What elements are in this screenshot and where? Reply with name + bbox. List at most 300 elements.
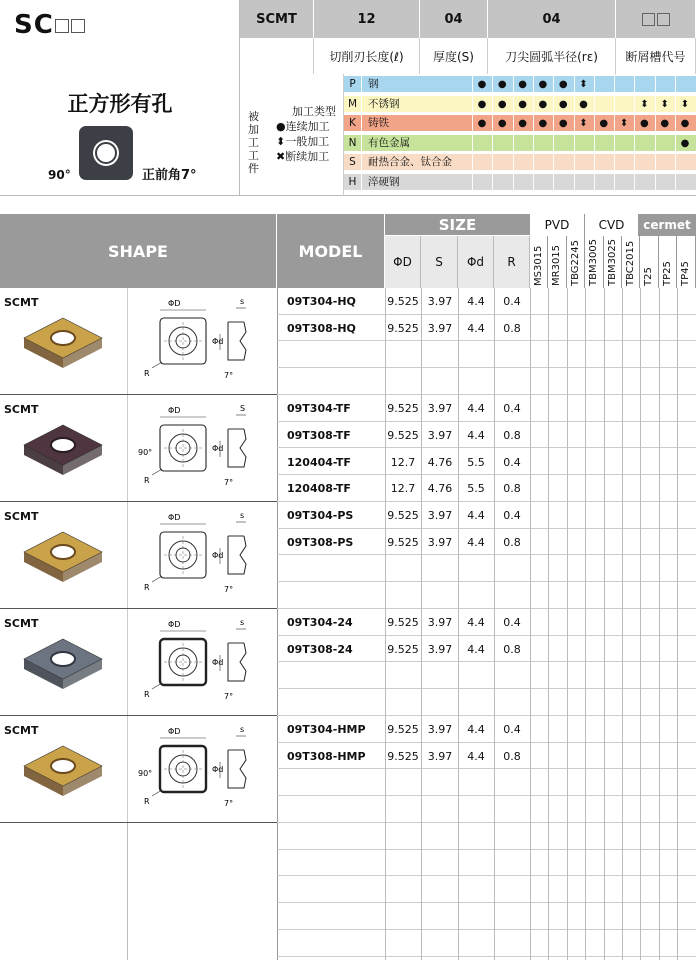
size-D-value: 9.525 [387,749,419,763]
process-title: 加工类型 [292,105,336,118]
mark-cell [513,174,532,191]
product-block [0,716,696,823]
mark-cell [655,135,674,152]
mark-cell [655,174,674,191]
grid-line [458,609,459,716]
insert-rake-label: 正前角7° [142,168,197,183]
grid-line [567,395,568,502]
insert-photo [22,316,104,372]
material-letter: P [344,76,362,93]
dimension-drawing [128,502,278,608]
grid-line [385,716,386,823]
insert-photo [22,530,104,586]
mark-cell [614,154,633,171]
material-letter: M [344,96,362,113]
workpiece-label: 被加工工件 [248,110,259,175]
size-D-value: 9.525 [387,402,419,415]
s-label: S [240,404,246,413]
block-series-name: SCMT [4,296,39,309]
grid-line [622,288,623,395]
material-row-k [344,115,696,132]
mark-cell [574,135,593,152]
table-row [277,449,696,476]
radius-label: R [144,583,150,592]
size-D-value: 9.525 [387,723,419,736]
grid-line [530,288,531,395]
grid-line [548,609,549,716]
size-R-value: 0.8 [503,482,521,496]
grid-line [494,502,495,609]
grid-line [604,288,605,395]
label-cell-empty [240,38,314,74]
grid-line [640,395,641,502]
grid-line [677,609,678,716]
angle-7-label: 7° [224,692,234,701]
angle-7-label: 7° [224,371,234,380]
mark-cell [594,154,613,171]
grid-line [585,395,586,502]
dim-d-label: Φd [212,658,224,667]
grid-line [530,609,531,716]
grid-line [385,502,386,609]
mark-cell [574,154,593,171]
mark-cell [594,135,613,152]
grid-line [385,609,386,716]
radius-label: R [144,476,150,485]
table-row [277,368,696,395]
grid-line [585,288,586,395]
mark-cell: ● [594,115,613,132]
series-description: 正方形有孔 [67,92,173,116]
mark-cell [655,76,674,93]
mark-cell: ● [553,76,572,93]
material-marks [472,115,696,132]
size-S-value: 3.97 [427,428,453,442]
s-label: s [240,511,245,520]
table-row [277,689,696,716]
size-D-value: 9.525 [387,642,419,656]
grade-header-tp25: TP25 [659,236,677,288]
material-marks [472,76,696,93]
grid-line [385,395,386,502]
size-d-value: 4.4 [467,723,485,736]
grid-line [585,502,586,609]
grid-line [604,395,605,502]
angle-90-label: 90° [138,448,153,457]
grade-header-tbg2245: TBG2245 [567,236,585,288]
mark-cell: ● [533,96,552,113]
mark-cell [472,174,491,191]
grade-header-mr3015: MR3015 [548,236,566,288]
dim-D-label: ΦD [168,406,181,415]
grade-header-tbm3025: TBM3025 [604,236,622,288]
angle-7-label: 7° [224,585,234,594]
dimension-drawing [128,395,278,501]
mark-cell: ● [533,76,552,93]
block-series-name: SCMT [4,617,39,630]
square-insert-icon [79,126,133,180]
drawing-cell [127,502,277,608]
size-d-value: 5.5 [467,482,485,496]
size-D-value: 9.525 [387,321,419,335]
mark-cell: ● [472,115,491,132]
block-series-name: SCMT [4,510,39,523]
size-col-S: S [421,236,458,288]
insert-angle-label: 90° [48,168,71,182]
grid-line [604,502,605,609]
group-pvd: PVD [530,214,585,236]
mark-cell: ● [675,135,694,152]
size-R-value: 0.4 [503,402,521,415]
grid-line [567,502,568,609]
drawing-cell [127,288,277,394]
process-legend [276,104,336,164]
grid-line [659,609,660,716]
size-d-value: 4.4 [467,295,485,308]
grid-line [567,288,568,395]
mark-cell: ● [492,76,511,93]
table-row [277,395,696,422]
mark-cell [553,154,572,171]
code-cell-squares [616,0,696,38]
size-R-value: 0.4 [503,295,521,308]
table-row [277,422,696,449]
material-row-p [344,76,696,93]
table-row [277,609,696,636]
grid-line [458,288,459,395]
mark-cell [533,135,552,152]
material-name: 淬硬钢 [368,175,400,188]
size-S-value: 3.97 [427,321,453,335]
grid-line [622,716,623,823]
material-name: 有色金属 [368,136,410,149]
insert-photo [22,423,104,479]
insert-photo [22,637,104,693]
mark-cell: ⬍ [574,115,593,132]
group-cvd: CVD [585,214,639,236]
grid-line [458,502,459,609]
mark-cell [655,154,674,171]
size-S-value: 3.97 [427,509,453,522]
material-letter: K [344,115,362,132]
dimension-drawing [128,288,278,394]
size-D-value: 9.525 [387,428,419,442]
product-block [0,502,696,609]
size-D-value: 9.525 [387,535,419,549]
size-R-value: 0.8 [503,642,521,656]
material-row-n [344,135,696,152]
dimension-drawing [128,716,278,822]
empty-rows [0,823,696,960]
table-row [277,850,696,877]
product-block [0,395,696,502]
s-label: s [240,297,245,306]
legend-general: ⬍一般加工 [276,135,330,148]
model-code: 120408-TF [287,482,351,496]
grid-line [494,395,495,502]
label-nose-radius: 刀尖圆弧半径(rε) [488,38,616,74]
size-R-value: 0.8 [503,749,521,763]
series-header [0,0,696,196]
grid-line [677,395,678,502]
mark-cell [513,154,532,171]
mark-cell [533,174,552,191]
grid-line [530,395,531,502]
grid-line [622,502,623,609]
mark-cell: ● [574,96,593,113]
size-D-value: 12.7 [390,455,416,469]
series-prefix: SC [14,10,54,40]
product-table [0,214,696,960]
mark-cell: ⬍ [655,96,674,113]
material-name: 不锈钢 [368,97,400,110]
grade-header-tp45: TP45 [677,236,695,288]
s-label: s [240,618,245,627]
mark-cell: ● [472,96,491,113]
series-code [14,10,86,40]
table-row [277,475,696,502]
interrupted-icon: ✖ [276,150,286,163]
size-col-D: ΦD [385,236,421,288]
mark-cell: ● [533,115,552,132]
size-S-value: 3.97 [427,723,453,736]
product-block [0,288,696,395]
size-D-value: 9.525 [387,295,419,308]
size-S-value: 3.97 [427,749,453,763]
grid-line [659,288,660,395]
mark-cell: ⬍ [634,96,653,113]
mark-cell: ● [553,115,572,132]
mark-cell [472,154,491,171]
grade-header-t25: T25 [640,236,658,288]
grid-line [385,288,386,395]
grid-line [604,716,605,823]
mark-cell: ● [513,76,532,93]
model-header: MODEL [277,214,385,288]
grid-line [458,395,459,502]
drawing-cell [127,716,277,822]
dim-D-label: ΦD [168,727,181,736]
drawing-cell [127,609,277,715]
mark-cell: ⬍ [675,96,694,113]
size-R-value: 0.4 [503,509,521,522]
model-code: 09T304-24 [287,616,353,629]
dimension-drawing [128,609,278,715]
radius-label: R [144,797,150,806]
mark-cell [594,76,613,93]
table-row [277,770,696,797]
grid-line [421,288,422,395]
size-d-value: 4.4 [467,535,485,549]
grid-line [548,395,549,502]
mark-cell [675,174,694,191]
mark-cell: ● [472,76,491,93]
size-S-value: 3.97 [427,402,453,415]
mark-cell [614,135,633,152]
mark-cell [594,174,613,191]
code-cell: 12 [314,0,420,38]
angle-90-label: 90° [138,769,153,778]
material-marks [472,174,696,191]
size-col-d: Φd [458,236,494,288]
model-code: 09T308-HMP [287,749,366,763]
table-row [277,529,696,556]
dim-d-label: Φd [212,765,224,774]
material-letter: N [344,135,362,152]
material-row-h [344,174,696,191]
size-R-value: 0.4 [503,616,521,629]
material-marks [472,154,696,171]
s-label: s [240,725,245,734]
size-S-value: 3.97 [427,535,453,549]
size-R-value: 0.8 [503,321,521,335]
radius-label: R [144,369,150,378]
table-row [277,556,696,583]
table-row [277,930,696,957]
mark-cell [553,135,572,152]
grid-line [622,395,623,502]
size-header: SIZE [385,214,530,236]
grid-line [421,502,422,609]
grid-line [659,395,660,502]
workpiece-legend [240,74,344,196]
size-R-value: 0.8 [503,535,521,549]
size-d-value: 5.5 [467,455,485,469]
table-row [277,743,696,770]
size-d-value: 4.4 [467,509,485,522]
grid-line [530,502,531,609]
grid-line [604,609,605,716]
grid-line [567,716,568,823]
product-block [0,609,696,716]
mark-cell [594,96,613,113]
size-S-value: 4.76 [427,482,453,496]
model-code: 09T308-HQ [287,321,356,335]
grade-header-ms3015: MS3015 [530,236,548,288]
model-code: 120404-TF [287,455,351,469]
table-row [277,315,696,342]
grid-line [567,609,568,716]
material-name: 耐热合金、钛合金 [368,156,452,168]
size-D-value: 9.525 [387,509,419,522]
mark-cell: ● [492,96,511,113]
material-letter: H [344,174,362,191]
mark-cell [553,174,572,191]
size-R-value: 0.4 [503,455,521,469]
size-col-R: R [494,236,530,288]
grid-line [548,288,549,395]
label-thickness: 厚度(S) [420,38,488,74]
size-R-value: 0.8 [503,428,521,442]
series-info-panel [0,0,240,196]
mark-cell [533,154,552,171]
mark-cell: ⬍ [574,76,593,93]
dim-D-label: ΦD [168,299,181,308]
mark-cell: ● [513,96,532,113]
grid-line [548,716,549,823]
material-row-m [344,96,696,113]
size-d-value: 4.4 [467,749,485,763]
grid-line [677,288,678,395]
table-row [277,716,696,743]
dim-d-label: Φd [212,551,224,560]
mark-cell [634,154,653,171]
general-icon: ⬍ [276,135,286,148]
size-S-value: 3.97 [427,642,453,656]
table-row [277,288,696,315]
mark-cell [492,174,511,191]
legend-continuous: ●连续加工 [276,120,330,133]
grid-line [659,502,660,609]
model-code: 09T304-HMP [287,723,366,736]
model-code: 09T308-24 [287,642,353,656]
grade-header-tbc2015: TBC2015 [622,236,640,288]
grid-line [458,716,459,823]
angle-7-label: 7° [224,799,234,808]
mark-cell [492,135,511,152]
label-chipbreaker: 断屑槽代号 [616,38,696,74]
mark-cell [574,174,593,191]
table-row [277,663,696,690]
grid-line [677,716,678,823]
mark-cell: ● [553,96,572,113]
grid-line [640,716,641,823]
mark-cell [513,135,532,152]
material-name: 铸铁 [368,117,389,129]
mark-cell [614,174,633,191]
table-row [277,903,696,930]
table-row [277,582,696,609]
mark-cell [675,154,694,171]
mark-cell [675,76,694,93]
model-code: 09T304-PS [287,509,354,522]
size-d-value: 4.4 [467,428,485,442]
mark-cell [614,76,633,93]
shape-header: SHAPE [0,214,277,288]
material-marks [472,96,696,113]
size-d-value: 4.4 [467,642,485,656]
dim-d-label: Φd [212,337,224,346]
code-cell: 04 [488,0,616,38]
size-d-value: 4.4 [467,616,485,629]
grid-line [585,716,586,823]
grid-line [622,609,623,716]
grade-header-tbm3005: TBM3005 [585,236,603,288]
material-name: 钢 [368,78,379,90]
dim-d-label: Φd [212,444,224,453]
size-S-value: 3.97 [427,616,453,629]
label-edge-length: 切削刃长度(ℓ) [314,38,420,74]
model-code: 09T308-TF [287,428,351,442]
grid-line [494,716,495,823]
mark-cell: ⬍ [614,115,633,132]
dim-D-label: ΦD [168,513,181,522]
radius-label: R [144,690,150,699]
size-D-value: 9.525 [387,616,419,629]
mark-cell [634,174,653,191]
insert-photo [22,744,104,800]
grid-line [659,716,660,823]
mark-cell [614,96,633,113]
legend-interrupted: ✖断续加工 [276,150,330,163]
grid-line [640,288,641,395]
grid-line [421,609,422,716]
material-marks [472,135,696,152]
table-row [277,796,696,823]
continuous-icon: ● [276,120,286,133]
mark-cell [634,76,653,93]
block-series-name: SCMT [4,403,39,416]
